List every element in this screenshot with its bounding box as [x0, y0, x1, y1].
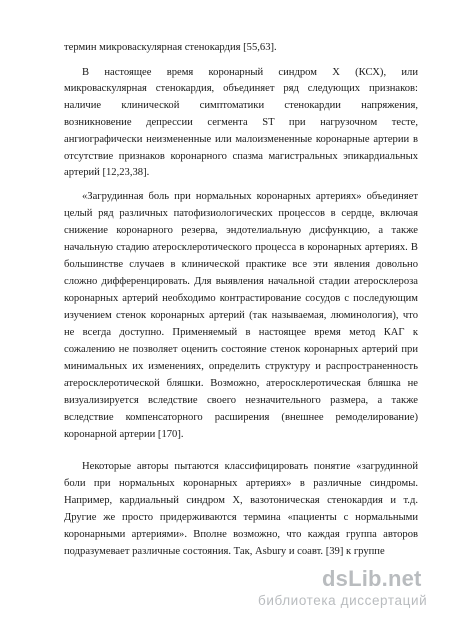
text-line-10: целый ряд различных патофизиологических процессов в сердце, включая: [64, 208, 418, 219]
text-line-1: термин микроваскулярная стенокардия [55,63].: [64, 42, 277, 53]
text-line-3: микроваскулярная стенокардия, объединяет ряд следующих признаков:: [64, 83, 418, 94]
text-line-27: Другие же просто придерживаются термина «пациенты с нормальными: [64, 512, 418, 523]
watermark-logo: [322, 566, 422, 592]
text-line-21: визуализируется вследствие своего незначительного размера, а также: [64, 395, 418, 406]
text-line-13: большинстве случаев в клинической практике все эти явления довольно: [64, 259, 418, 270]
text-line-2: В настоящее время коронарный синдром X (КСХ), или: [82, 67, 418, 78]
text-line-8: артерий [12,23,38].: [64, 167, 150, 178]
text-line-22: вследствие компенсаторного расширения (внешнее ремоделирование): [64, 412, 418, 423]
text-line-7: отсутствие признаков коронарного спазма магистральных эпикардиальных: [64, 151, 418, 162]
text-line-28: коронарными артериями». Вполне возможно, что каждая группа авторов: [64, 529, 418, 540]
text-line-15: коронарных артерий необходимо контрастирование сосудов с последующим: [64, 293, 418, 304]
text-line-4: наличие клинической симптоматики стенокардии напряжения,: [64, 100, 418, 111]
text-line-25: боли при нормальных коронарных артериях» в различные синдромы.: [64, 478, 418, 489]
watermark-logo-tld: .net: [381, 566, 422, 591]
text-line-17: не всегда доступно. Применяемый в настоящее время метод КАГ к: [64, 327, 418, 338]
text-line-18: сожалению не позволяет оценить состояние стенок коронарных артерий при: [64, 344, 418, 355]
text-line-11: снижение коронарного резерва, эндотелиальную дисфункцию, а также: [64, 225, 418, 236]
text-line-14: сложно дифференцировать. Для выявления начальной стадии атеросклероза: [64, 276, 418, 287]
text-line-23: коронарной артерии [170].: [64, 429, 184, 440]
text-line-26: Например, кардиальный синдром X, вазотоническая стенокардия и т.д.: [64, 495, 418, 506]
text-line-19: минимальных их изменениях, определить структуру и распространенность: [64, 361, 418, 372]
text-line-5: возникновение депрессии сегмента ST при нагрузочном тесте,: [64, 117, 418, 128]
watermark-logo-main: dsLib: [322, 566, 382, 591]
text-line-29: подразумевает различные состояния. Так, Asbury и соавт. [39] к группе: [64, 546, 385, 557]
text-line-6: ангиографически неизмененные или малоизмененные коронарные артерии в: [64, 134, 418, 145]
watermark-subtitle: библиотека диссертаций: [258, 593, 428, 608]
text-line-24: Некоторые авторы пытаются классифицировать понятие «загрудинной: [82, 461, 418, 472]
text-line-20: атеросклеротической бляшки. Возможно, атеросклеротическая бляшка не: [64, 378, 418, 389]
text-line-16: изучением стенок коронарных артерий (так называемая, люминология), что: [64, 310, 418, 321]
text-line-12: начальную стадию атеросклеротического процесса в коронарных артериях. В: [64, 242, 418, 253]
text-line-9: «Загрудинная боль при нормальных коронарных артериях» объединяет: [82, 191, 418, 202]
